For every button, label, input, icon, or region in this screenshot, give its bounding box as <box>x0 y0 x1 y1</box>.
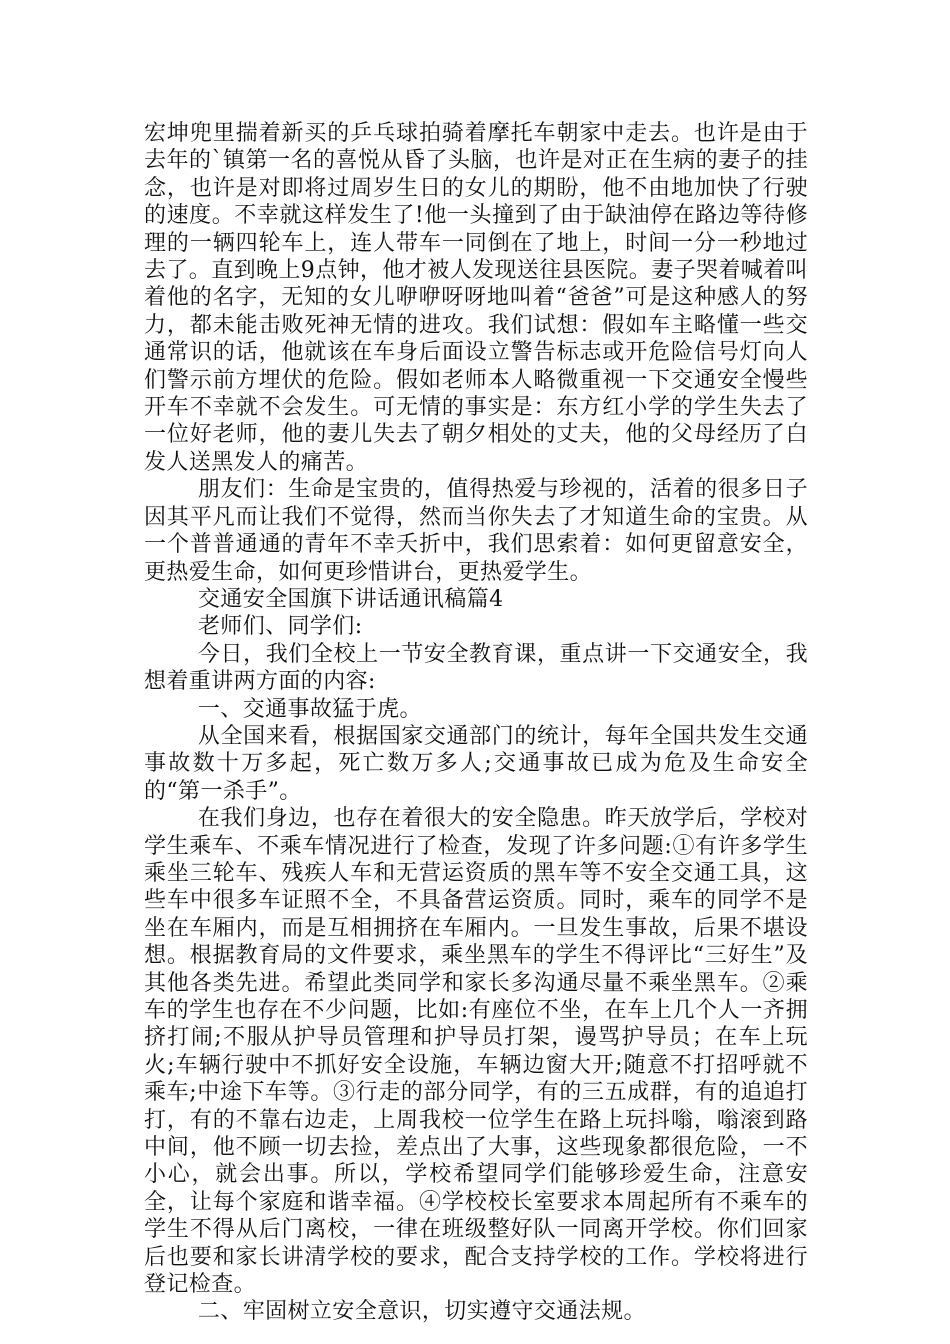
document-body <box>144 120 808 1326</box>
paragraph-national-stats: 从全国来看，根据国家交通部门的统计，每年全国共发生交通事故数十万多起，死亡数万多人;交通事故已成为危及生命安全的“第一杀手”。 <box>144 723 808 804</box>
heading-point-two: 二、牢固树立安全意识，切实遵守交通法规。 <box>197 1299 646 1325</box>
paragraph-intro: 今日，我们全校上一节安全教育课，重点讲一下交通安全，我想着重讲两方面的内容: <box>144 641 808 695</box>
paragraph-local-hazards: 在我们身边，也存在着很大的安全隐患。昨天放学后，学校对学生乘车、不乘车情况进行了检查，发现了许多问题:①有许多学生乘坐三轮车、残疾人车和无营运资质的黑车等不安全交通工具，这些车中很多车证照不全，不具备营运资质。同时，乘车的同学不是坐在车厢内，而是互相拥挤在车厢内。一旦发生事故，后果不堪设想。根据教育局的文件要求，乘坐黑车的学生不得评比“三好生”及其他各类先进。希望此类同学和家长多沟通尽量不乘坐黑车。②乘车的学生也存在不少问题，比如:有座位不坐，在车上几个人一齐拥挤打闹;不服从护导员管理和护导员打架，谩骂护导员；在车上玩火;车辆行驶中不抓好安全设施，车辆边窗大开;随意不打招呼就不乘车;中途下车等。③行走的部分同学，有的三五成群，有的追追打打，有的不靠右边走，上周我校一位学生在路上玩抖嗡，嗡滚到路中间，他不顾一切去捡，差点出了大事，这些现象都很危险，一不小心，就会出事。所以，学校希望同学们能够珍爱生命，注意安全，让每个家庭和谐幸福。④学校校长室要求本周起所有不乘车的学生不得从后门离校，一律在班级整好队一同离开学校。你们回家后也要和家长讲清学校的要求，配合支持学校的工作。学校将进行登记检查。 <box>144 806 808 1298</box>
heading-point-one: 一、交通事故猛于虎。 <box>197 696 422 722</box>
greeting: 老师们、同学们: <box>197 614 363 640</box>
paragraph-friends: 朋友们：生命是宝贵的，值得热爱与珍视的，活着的很多日子因其平凡而让我们不觉得，然而当你失去了才知道生命的宝贵。从一个普普通通的青年不幸夭折中，我们思索着：如何更留意安全，更热爱生命，如何更珍惜讲台，更热爱学生。 <box>144 477 808 585</box>
section-title: 交通安全国旗下讲话通讯稿篇4 <box>197 586 504 612</box>
paragraph-accident-story: 宏坤兜里揣着新买的乒乓球拍骑着摩托车朝家中走去。也许是由于去年的`镇第一名的喜悦从昏了头脑，也许是对正在生病的妻子的挂念，也许是对即将过周岁生日的女儿的期盼，他不由地加快了行驶的速度。不幸就这样发生了!他一头撞到了由于缺油停在路边等待修理的一辆四轮车上，连人带车一同倒在了地上，时间一分一秒地过去了。直到晚上9点钟，他才被人发现送往县医院。妻子哭着喊着叫着他的名字，无知的女儿咿咿呀呀地叫着“爸爸”可是这种感人的努力，都未能击败死神无情的进攻。我们试想：假如车主略懂一些交通常识的话，他就该在车身后面设立警告标志或开危险信号灯向人们警示前方埋伏的危险。假如老师本人略微重视一下交通安全慢些开车不幸就不会发生。可无情的事实是：东方红小学的学生失去了一位好老师，他的妻儿失去了朝夕相处的丈夫，他的父母经历了白发人送黑发人的痛苦。 <box>144 121 808 475</box>
